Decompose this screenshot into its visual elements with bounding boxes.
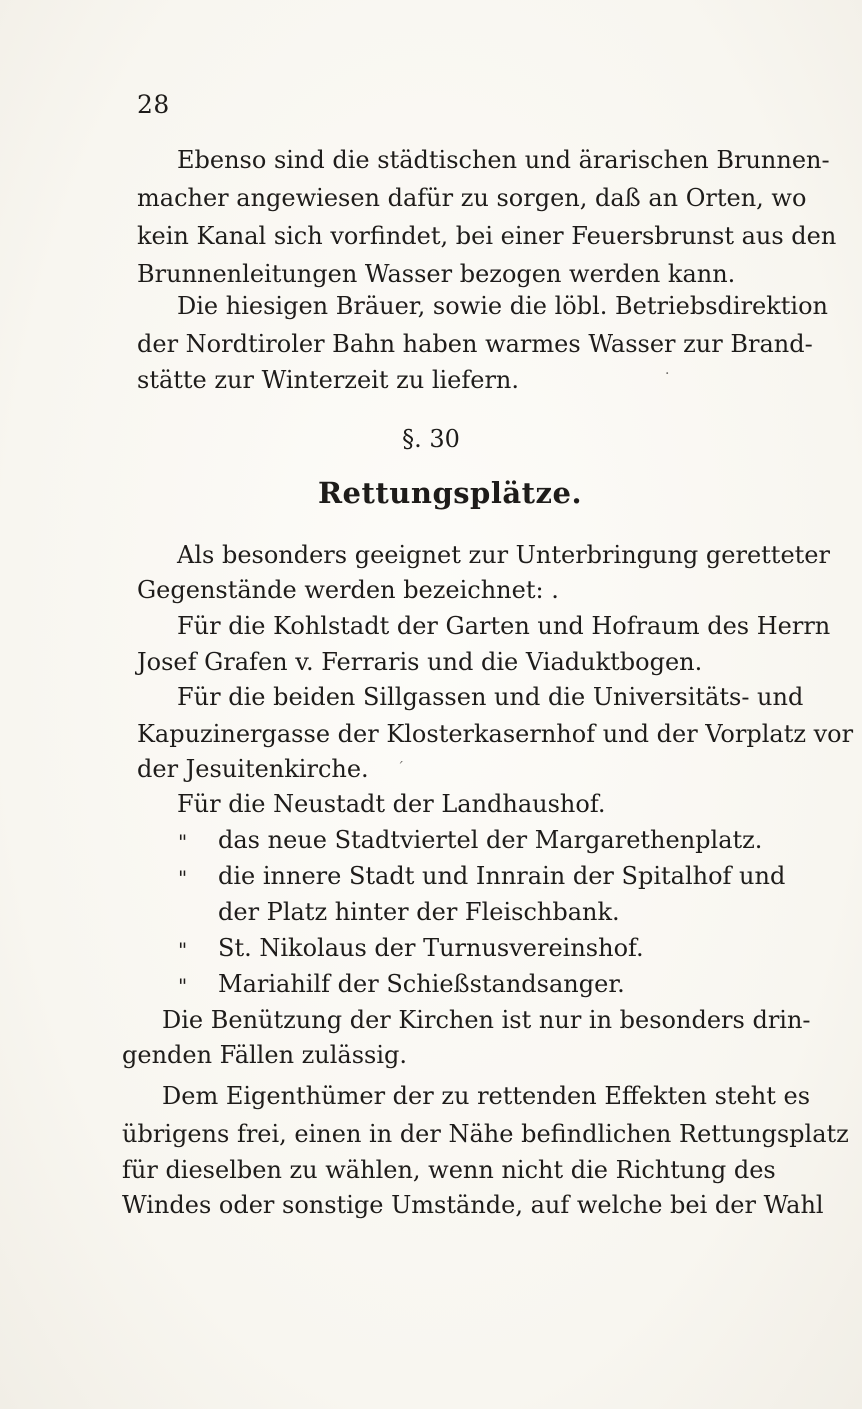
section-heading: Rettungsplätze. [317, 476, 583, 510]
list-item: die innere Stadt und Innrain der Spitalhof und [218, 862, 786, 890]
text-line: Die Benützung der Kirchen ist nur in besonders drin- [162, 1006, 811, 1034]
text-line: Dem Eigenthümer der zu rettenden Effekten steht es [162, 1082, 811, 1110]
print-speck: · [665, 366, 670, 382]
text-line: macher angewiesen dafür zu sorgen, daß an Orten, wo [137, 184, 807, 212]
print-speck: ˊ [397, 760, 404, 776]
ditto-mark: " [178, 974, 188, 998]
text-line: stätte zur Winterzeit zu liefern. [137, 366, 520, 394]
list-item-continuation: Kapuzinergasse der Klosterkasernhof und der Vorplatz vor [137, 720, 854, 748]
list-item: Mariahilf der Schießstandsanger. [218, 970, 625, 998]
list-item-continuation: der Jesuitenkirche. [137, 755, 369, 783]
list-item: Für die Kohlstadt der Garten und Hofraum des Herrn [177, 612, 831, 640]
text-line: genden Fällen zulässig. [122, 1041, 408, 1069]
text-line: Ebenso sind die städtischen und ärarischen Brunnen- [177, 146, 830, 174]
text-line: Die hiesigen Bräuer, sowie die löbl. Betriebsdirektion [177, 292, 829, 320]
text-line: kein Kanal sich vorfindet, bei einer Feuersbrunst aus den [137, 222, 837, 250]
list-item: St. Nikolaus der Turnusvereinshof. [218, 934, 644, 962]
list-item: Für die Neustadt der Landhaushof. [177, 790, 606, 818]
section-number: §. 30 [402, 425, 460, 453]
text-line: für dieselben zu wählen, wenn nicht die Richtung des [122, 1156, 776, 1184]
page-number: 28 [137, 90, 170, 119]
list-item: Für die beiden Sillgassen und die Universitäts- und [177, 683, 804, 711]
text-line: Als besonders geeignet zur Unterbringung geretteter [177, 541, 830, 569]
text-line: Windes oder sonstige Umstände, auf welche bei der Wahl [122, 1191, 824, 1219]
list-item-continuation: der Platz hinter der Fleischbank. [218, 898, 620, 926]
list-item: das neue Stadtviertel der Margarethenplatz. [218, 826, 763, 854]
text-line: der Nordtiroler Bahn haben warmes Wasser zur Brand- [137, 330, 813, 358]
text-line: Brunnenleitungen Wasser bezogen werden kann. [137, 260, 736, 288]
text-line: Gegenstände werden bezeichnet: . [137, 576, 559, 604]
text-line: übrigens frei, einen in der Nähe befindlichen Rettungsplatz [122, 1120, 849, 1148]
ditto-mark: " [178, 830, 188, 854]
list-item-continuation: Josef Grafen v. Ferraris und die Viaduktbogen. [137, 648, 703, 676]
ditto-mark: " [178, 866, 188, 890]
ditto-mark: " [178, 938, 188, 962]
